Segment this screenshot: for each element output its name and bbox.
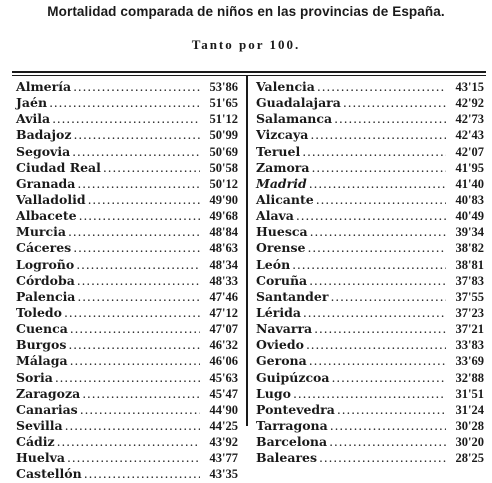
- dot-leader: [303, 305, 446, 321]
- province-name: Avila: [16, 111, 51, 127]
- dot-leader: [77, 176, 200, 192]
- table-row: [256, 79, 484, 95]
- mortality-value: 38'82: [455, 241, 484, 256]
- mortality-value: 45'47: [209, 386, 238, 401]
- province-name: Pontevedra: [256, 401, 335, 417]
- province-name: Vizcaya: [256, 127, 309, 143]
- dot-leader: [329, 434, 446, 450]
- dot-leader: [70, 353, 200, 369]
- province-name: Cádiz: [16, 434, 55, 450]
- dot-leader: [296, 208, 446, 224]
- dot-leader: [343, 95, 446, 111]
- dot-leader: [309, 353, 446, 369]
- mortality-value: 42'07: [455, 144, 484, 159]
- province-name: Logroño: [16, 256, 75, 272]
- table-row: [16, 257, 238, 273]
- mortality-value: 42'43: [455, 128, 484, 143]
- dot-leader: [292, 257, 446, 273]
- dot-leader: [317, 79, 446, 95]
- province-name: Granada: [16, 175, 76, 191]
- table-row: [256, 257, 484, 273]
- mortality-value: 50'69: [209, 144, 238, 159]
- province-name: Badajoz: [16, 127, 72, 143]
- document-title: Mortalidad comparada de niños en las provincias de España.: [47, 4, 445, 19]
- province-name: Albacete: [16, 208, 77, 224]
- province-name: Guipúzcoa: [256, 369, 330, 385]
- province-name: Lérida: [256, 304, 301, 320]
- table-row: [256, 434, 484, 450]
- table-row: [256, 127, 484, 143]
- table-row: [256, 95, 484, 111]
- table-row: [16, 79, 238, 95]
- mortality-value: 41'95: [455, 160, 484, 175]
- table-row: [256, 224, 484, 240]
- dot-leader: [316, 192, 446, 208]
- table-row: [16, 321, 238, 337]
- province-name: Zamora: [256, 159, 310, 175]
- province-name: Navarra: [256, 321, 313, 337]
- dot-leader: [80, 402, 200, 418]
- table-row: [256, 370, 484, 386]
- table-row: [16, 192, 238, 208]
- table-row: [16, 305, 238, 321]
- table-top-rule-thin: [12, 75, 486, 76]
- table-row: [256, 273, 484, 289]
- mortality-value: 44'90: [209, 402, 238, 417]
- mortality-value: 42'92: [455, 96, 484, 111]
- mortality-value: 46'06: [209, 354, 238, 369]
- province-name: Castellón: [16, 466, 82, 482]
- dot-leader: [68, 337, 200, 353]
- dot-leader: [309, 273, 446, 289]
- dot-leader: [306, 337, 446, 353]
- province-name: Valencia: [256, 79, 315, 94]
- province-name: Murcia: [16, 224, 66, 240]
- province-name: Canarias: [16, 401, 78, 417]
- dot-leader: [76, 257, 200, 273]
- dot-leader: [55, 370, 200, 386]
- table-row: [16, 208, 238, 224]
- province-name: Cáceres: [16, 240, 72, 256]
- table-row: [256, 386, 484, 402]
- province-name: Málaga: [16, 353, 68, 369]
- table-column-right: [256, 79, 484, 466]
- mortality-value: 43'35: [209, 467, 238, 482]
- province-name: Almería: [16, 79, 72, 94]
- mortality-value: 45'63: [209, 370, 238, 385]
- table-row: [16, 353, 238, 369]
- table-top-rule: [12, 71, 486, 73]
- province-name: León: [256, 256, 291, 272]
- province-name: Guadalajara: [256, 95, 341, 111]
- mortality-value: 37'83: [455, 273, 484, 288]
- table-row: [256, 418, 484, 434]
- province-name: Salamanca: [256, 111, 333, 127]
- table-row: [256, 160, 484, 176]
- mortality-value: 42'73: [455, 112, 484, 127]
- province-name: Cuenca: [16, 321, 68, 337]
- mortality-value: 51'65: [209, 96, 238, 111]
- table-column-left: [16, 79, 238, 483]
- mortality-value: 47'12: [209, 305, 238, 320]
- table-row: [256, 402, 484, 418]
- table-row: [256, 289, 484, 305]
- mortality-value: 49'68: [209, 209, 238, 224]
- mortality-value: 50'58: [209, 160, 238, 175]
- mortality-value: 48'33: [209, 273, 238, 288]
- table-row: [16, 337, 238, 353]
- table-row: [16, 386, 238, 402]
- dot-leader: [337, 402, 446, 418]
- mortality-value: 40'49: [455, 209, 484, 224]
- province-name: Oviedo: [256, 337, 304, 353]
- table-row: [16, 466, 238, 482]
- table-row: [16, 450, 238, 466]
- dot-leader: [49, 95, 200, 111]
- province-name: Sevilla: [16, 417, 63, 433]
- mortality-value: 50'12: [209, 176, 238, 191]
- province-name: Barcelona: [256, 434, 328, 450]
- table-row: [16, 160, 238, 176]
- table-row: [256, 337, 484, 353]
- mortality-value: 51'12: [209, 112, 238, 127]
- table-row: [256, 144, 484, 160]
- dot-leader: [57, 434, 200, 450]
- dot-leader: [330, 289, 446, 305]
- dot-leader: [88, 192, 200, 208]
- province-name: Santander: [256, 288, 329, 304]
- mortality-value: 28'25: [455, 451, 484, 466]
- table-row: [256, 450, 484, 466]
- mortality-value: 31'24: [455, 402, 484, 417]
- mortality-value: 44'25: [209, 418, 238, 433]
- table-row: [16, 176, 238, 192]
- mortality-value: 49'90: [209, 192, 238, 207]
- mortality-value: 33'69: [455, 354, 484, 369]
- table-row: [256, 208, 484, 224]
- province-name: Alava: [256, 208, 294, 224]
- dot-leader: [77, 273, 200, 289]
- table-row: [16, 434, 238, 450]
- dot-leader: [310, 224, 446, 240]
- province-name: Lugo: [256, 385, 291, 401]
- table-row: [16, 95, 238, 111]
- dot-leader: [332, 370, 447, 386]
- province-name: Gerona: [256, 353, 307, 369]
- table-row: [256, 305, 484, 321]
- province-name: Orense: [256, 240, 306, 256]
- mortality-value: 47'46: [209, 289, 238, 304]
- mortality-value: 43'15: [455, 80, 484, 94]
- table-row: [16, 224, 238, 240]
- table-row: [16, 289, 238, 305]
- table-row: [256, 321, 484, 337]
- dot-leader: [308, 240, 446, 256]
- dot-leader: [310, 127, 446, 143]
- dot-leader: [52, 111, 200, 127]
- mortality-value: 37'21: [455, 322, 484, 337]
- mortality-value: 38'81: [455, 257, 484, 272]
- province-name: Tarragona: [256, 417, 328, 433]
- dot-leader: [84, 466, 200, 482]
- dot-leader: [82, 386, 200, 402]
- table-row: [256, 353, 484, 369]
- column-divider: [246, 76, 248, 426]
- dot-leader: [334, 111, 446, 127]
- mortality-value: 40'83: [455, 192, 484, 207]
- mortality-value: 37'55: [455, 289, 484, 304]
- dot-leader: [79, 208, 200, 224]
- dot-leader: [73, 127, 200, 143]
- table-row: [256, 240, 484, 256]
- mortality-value: 30'28: [455, 418, 484, 433]
- dot-leader: [64, 305, 200, 321]
- province-name: Burgos: [16, 337, 67, 353]
- table-row: [16, 144, 238, 160]
- mortality-value: 48'34: [209, 257, 238, 272]
- dot-leader: [309, 176, 446, 192]
- table-row: [16, 127, 238, 143]
- table-row: [16, 418, 238, 434]
- mortality-value: 41'40: [455, 176, 484, 191]
- table-row: [16, 402, 238, 418]
- dot-leader: [302, 144, 446, 160]
- province-name: Toledo: [16, 304, 62, 320]
- mortality-value: 47'07: [209, 322, 238, 337]
- dot-leader: [73, 79, 200, 95]
- dot-leader: [314, 321, 446, 337]
- dot-leader: [68, 224, 200, 240]
- dot-leader: [72, 144, 200, 160]
- province-name: Teruel: [256, 143, 301, 159]
- mortality-value: 30'20: [455, 435, 484, 450]
- province-name: Zaragoza: [16, 385, 81, 401]
- mortality-value: 53'86: [209, 80, 238, 94]
- province-name: Madrid: [256, 175, 307, 191]
- dot-leader: [67, 450, 200, 466]
- dot-leader: [311, 160, 446, 176]
- province-name: Jaén: [16, 95, 48, 111]
- province-name: Segovia: [16, 143, 71, 159]
- mortality-value: 32'88: [455, 370, 484, 385]
- mortality-value: 43'92: [209, 435, 238, 450]
- table-row: [256, 111, 484, 127]
- dot-leader: [293, 386, 446, 402]
- mortality-value: 39'34: [455, 225, 484, 240]
- table-row: [256, 176, 484, 192]
- province-name: Valladolid: [16, 191, 86, 207]
- mortality-value: 48'63: [209, 241, 238, 256]
- province-name: Soria: [16, 369, 53, 385]
- document-subtitle: Tanto por 100.: [191, 37, 301, 52]
- province-name: Huelva: [16, 450, 65, 466]
- mortality-value: 33'83: [455, 338, 484, 353]
- dot-leader: [73, 240, 200, 256]
- table-row: [16, 273, 238, 289]
- dot-leader: [330, 418, 446, 434]
- table-row: [256, 192, 484, 208]
- mortality-value: 43'77: [209, 451, 238, 466]
- province-name: Córdoba: [16, 272, 75, 288]
- dot-leader: [77, 289, 200, 305]
- province-name: Ciudad Real: [16, 159, 101, 175]
- mortality-value: 31'51: [455, 386, 484, 401]
- table-row: [16, 370, 238, 386]
- dot-leader: [65, 418, 200, 434]
- dot-leader: [103, 160, 200, 176]
- province-name: Palencia: [16, 288, 76, 304]
- province-name: Coruña: [256, 272, 308, 288]
- dot-leader: [70, 321, 200, 337]
- table-row: [16, 111, 238, 127]
- province-name: Alicante: [256, 191, 314, 207]
- dot-leader: [319, 450, 446, 466]
- mortality-value: 46'32: [209, 338, 238, 353]
- province-name: Baleares: [256, 450, 318, 466]
- province-name: Huesca: [256, 224, 308, 240]
- mortality-value: 37'23: [455, 305, 484, 320]
- table-row: [16, 240, 238, 256]
- mortality-value: 50'99: [209, 128, 238, 143]
- mortality-value: 48'84: [209, 225, 238, 240]
